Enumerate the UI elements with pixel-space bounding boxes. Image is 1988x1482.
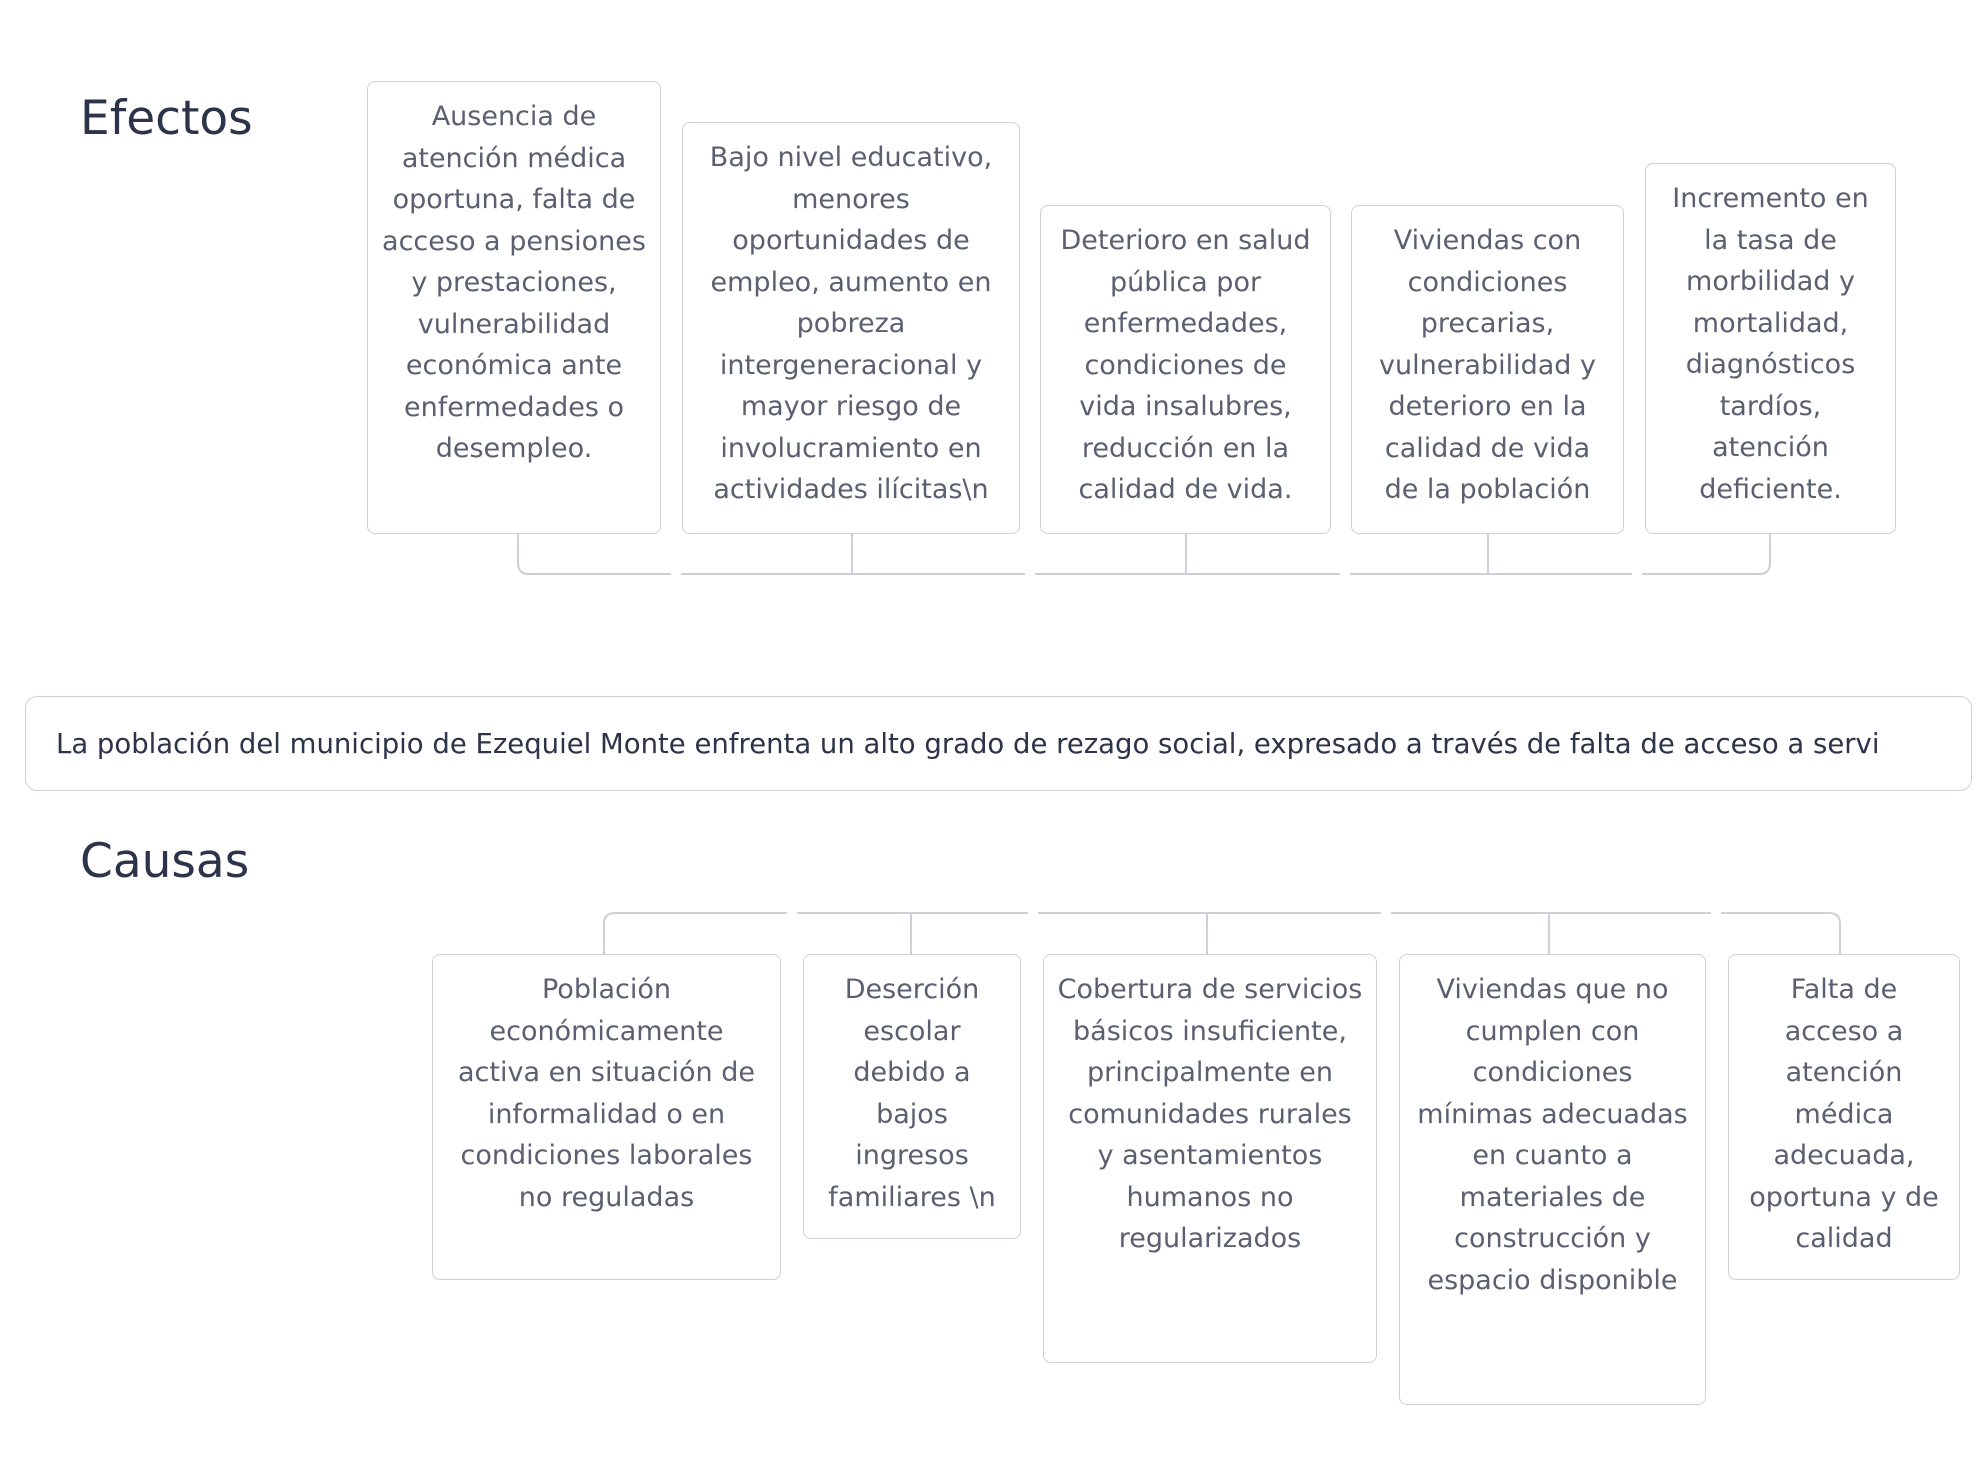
effect-node-2: [682, 122, 1020, 534]
effect-node-4: [1351, 205, 1624, 534]
cause-node-4: [1399, 954, 1706, 1405]
effect-node-text: Deterioro en salud pública por enfermedades, condiciones de vida insalubres, reducción en la calidad de vida.: [1060, 225, 1311, 505]
cause-node-3: [1043, 954, 1377, 1363]
effect-node-1: [367, 81, 661, 534]
cause-node-5: [1728, 954, 1960, 1280]
cause-node-2: [803, 954, 1021, 1239]
cause-node-text: Cobertura de servicios básicos insuficiente, principalmente en comunidades rurales y asentamientos humanos no regularizados: [1057, 974, 1363, 1254]
cause-node-text: Población económicamente activa en situación de informalidad o en condiciones laborales no reguladas: [457, 974, 755, 1213]
cause-node-text: Falta de acceso a atención médica adecuada, oportuna y de calidad: [1749, 974, 1939, 1254]
effect-node-text: Incremento en la tasa de morbilidad y mortalidad, diagnósticos tardíos, atención deficiente.: [1672, 183, 1869, 505]
central-problem: [25, 696, 1972, 791]
causes-title: Causas: [80, 834, 250, 889]
effect-node-text: Viviendas con condiciones precarias, vulnerabilidad y deterioro en la calidad de vida de la población: [1379, 225, 1596, 505]
effect-node-5: [1645, 163, 1896, 534]
effect-node-text: Bajo nivel educativo, menores oportunidades de empleo, aumento en pobreza intergeneracional y mayor riesgo de involucramiento en actividades ilícitas\n: [709, 142, 993, 505]
effects-title: Efectos: [80, 91, 253, 146]
effect-node-3: [1040, 205, 1331, 534]
effect-node-text: Ausencia de atención médica oportuna, falta de acceso a pensiones y prestaciones, vulnerabilidad económica ante enfermedades o desempleo.: [382, 101, 646, 464]
central-problem-text: La población del municipio de Ezequiel Monte enfrenta un alto grado de rezago social, expresado a través de falta de acceso a servi: [56, 727, 1880, 760]
cause-node-text: Deserción escolar debido a bajos ingresos familiares \n: [828, 974, 996, 1213]
cause-node-1: [432, 954, 781, 1280]
cause-node-text: Viviendas que no cumplen con condiciones mínimas adecuadas en cuanto a materiales de construcción y espacio disponible: [1417, 974, 1688, 1296]
